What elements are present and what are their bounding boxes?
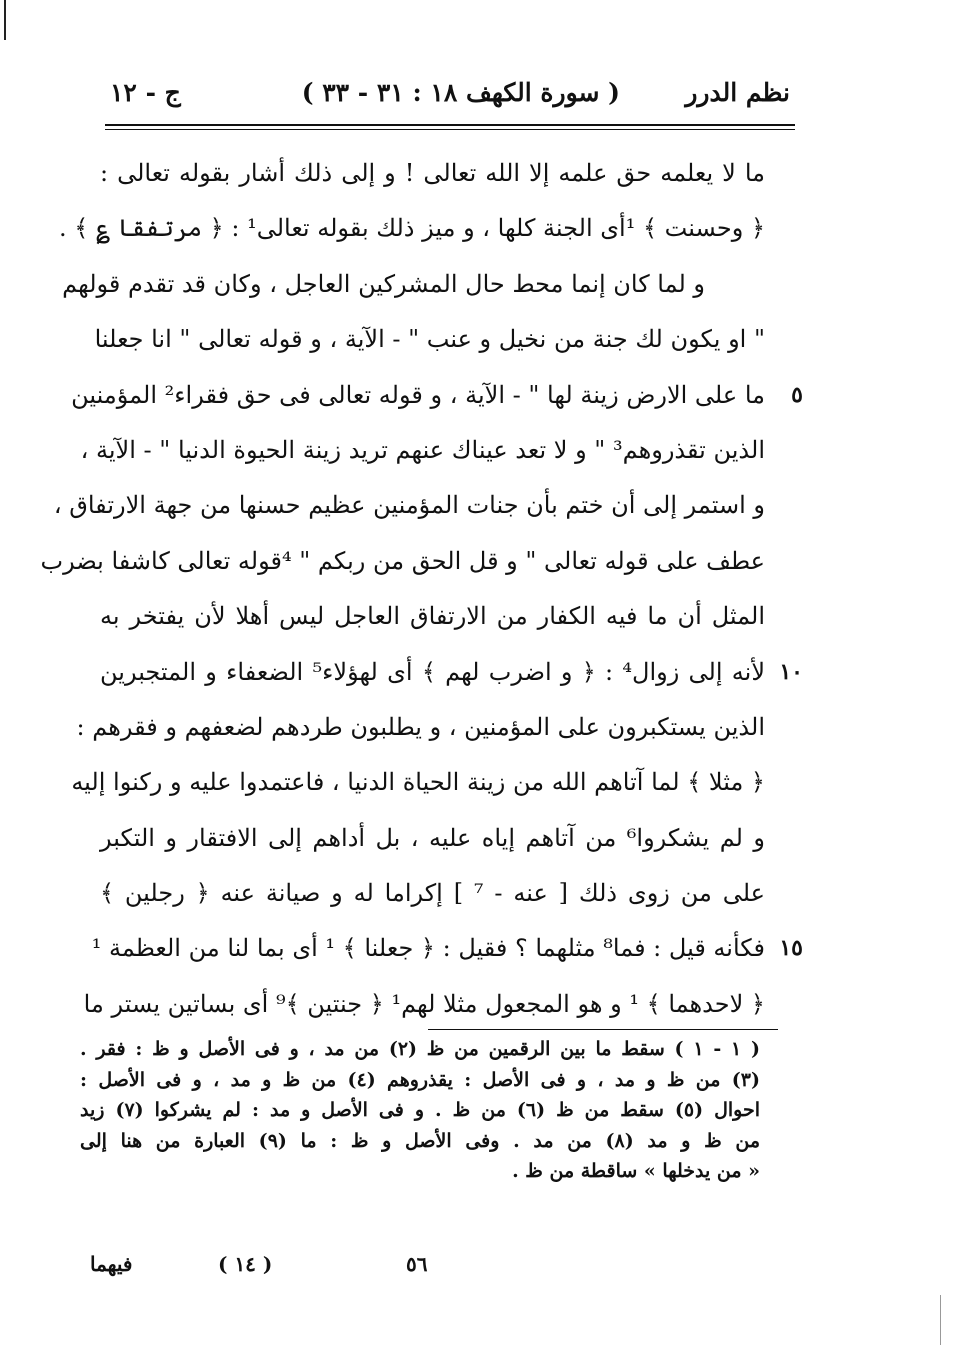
- page-footer: [90, 1252, 770, 1282]
- scan-edge-mark: [940, 1295, 941, 1345]
- line-text: ﴿ مثلا ﴾ لما آتاهم الله من زينة الحياة الدنيا ، فاعتمدوا عليه و ركنوا إليه: [71, 768, 765, 797]
- line-text: و استمر إلى أن ختم بأن جنات المؤمنين عظيم حسنها من جهة الارتفاق ،: [53, 491, 765, 520]
- line-text: الذين يستكبرون على المؤمنين ، و يطلبون طردهم لضعفهم و فقرهم :: [76, 712, 765, 741]
- text-line: [53, 478, 765, 533]
- line-text: الذين تقذروهم³ " و لا تعد عيناك عنهم تريد زينة الحيوة الدنيا " - الآية ،: [80, 435, 765, 464]
- line-text: لأنه إلى زوال⁴ : ﴿ و اضرب لهم ﴾ أى لهؤلاء⁵ الضعفاء و المتجبرين: [100, 657, 766, 686]
- signature-mark: ( ١٤ ): [218, 1252, 273, 1276]
- footnote-separator: [428, 1029, 778, 1030]
- text-line: [71, 755, 765, 810]
- volume-number: ج - ١٢: [110, 78, 181, 107]
- text-line: [80, 423, 765, 478]
- book-title: نظم الدرر: [685, 78, 790, 107]
- text-line: [100, 645, 803, 700]
- line-text: ما على الارض زينة لها " - الآية ، و قوله تعالى فى حق فقراء² المؤمنين: [71, 380, 765, 409]
- text-line: [40, 534, 765, 589]
- line-number: ١٥: [779, 935, 803, 962]
- header-rule: [105, 124, 795, 126]
- surah-reference: ( سورة الكهف ١٨ : ٣١ - ٣٣ ): [301, 78, 620, 107]
- line-number: ١٠: [779, 658, 803, 685]
- text-line: [94, 312, 765, 367]
- line-text: و لما كان إنما محط حال المشركين العاجل ، وكان قد تقدم قولهم: [62, 269, 705, 298]
- main-text: [40, 146, 803, 1032]
- text-line: [62, 257, 765, 312]
- catchword: فيهما: [90, 1252, 133, 1276]
- text-line: [100, 866, 765, 921]
- text-line: [91, 921, 803, 976]
- line-text: المثل أن ما فيه الكفار من الارتفاق العاجل ليس أهلا لأن يفتخر به: [100, 602, 765, 631]
- line-text: ما لا يعلمه حق علمه إلا الله تعالى ! و إلى ذلك أشار بقوله تعالى :: [100, 159, 766, 187]
- text-line: [71, 368, 803, 423]
- text-line: [100, 811, 765, 866]
- line-text: و لم يشكروا⁶ من آتاهم إياه عليه ، بل أداهم إلى الافتقار و التكبر: [100, 823, 766, 852]
- line-text: على من زوى ذلك [ عنه - ⁷ ] إكراما له و صيانة عنه ﴿ رجلين ﴾: [100, 879, 765, 908]
- line-text: ﴿ لاحدهما ﴾ ¹ و هو المجعول مثلا لهم¹ ﴿ جنتين ﴾⁹ أى بساتين يستر ما: [83, 989, 765, 1018]
- footnote-line: « من يدخلها » ساقطة من ظ .: [512, 1160, 760, 1182]
- footnotes: [80, 1034, 760, 1187]
- line-number: ٥: [791, 381, 803, 408]
- line-text: ﴿ وحسنت ﴾ ¹أى الجنة كلها ، و ميز ذلك بقوله تعالى¹ : ﴿ مرتفقا ؏ ﴾ .: [59, 214, 765, 243]
- running-header: [110, 78, 790, 122]
- line-text: فكأنه قيل : فما⁸ مثلهما ؟ فقيل : ﴿ جعلنا ﴾ ¹ أى بما لنا من العظمة ¹: [91, 934, 765, 963]
- footnote-line: من ظ و مد (٨) من مد . وفى الأصل و ظ : ما (٩) العبارة من هنا إلى: [80, 1129, 760, 1152]
- text-line: [100, 146, 765, 201]
- text-line: [100, 589, 765, 644]
- header-rule: [105, 129, 795, 130]
- scan-edge-mark: [4, 0, 6, 40]
- page-number: ٥٦: [406, 1252, 428, 1276]
- footnote-line: ( ١ - ١ ) سقط ما بين الرقمين من ظ (٢) من مد ، و فى الأصل و ظ : فقر .: [80, 1038, 760, 1060]
- footnote-line: احوال (٥) سقط من ظ (٦) من ظ . و فى الأصل و مد : لم يشركوا (٧) زيد: [80, 1099, 761, 1121]
- footnote-line: (٣) من ظ و مد ، و فى الأصل : يقذروهم (٤) من ظ و مد ، و فى الأصل :: [80, 1068, 760, 1091]
- line-text: " او يكون لك جنة من نخيل و عنب " - الآية ، و قوله تعالى " انا جعلنا: [94, 325, 765, 354]
- line-text: عطف على قوله تعالى " و قل الحق من ربكم " ⁴قوله تعالى كاشفا بضرب: [40, 546, 765, 575]
- text-line: [76, 700, 765, 755]
- text-line: [83, 977, 765, 1032]
- text-line: [59, 201, 765, 256]
